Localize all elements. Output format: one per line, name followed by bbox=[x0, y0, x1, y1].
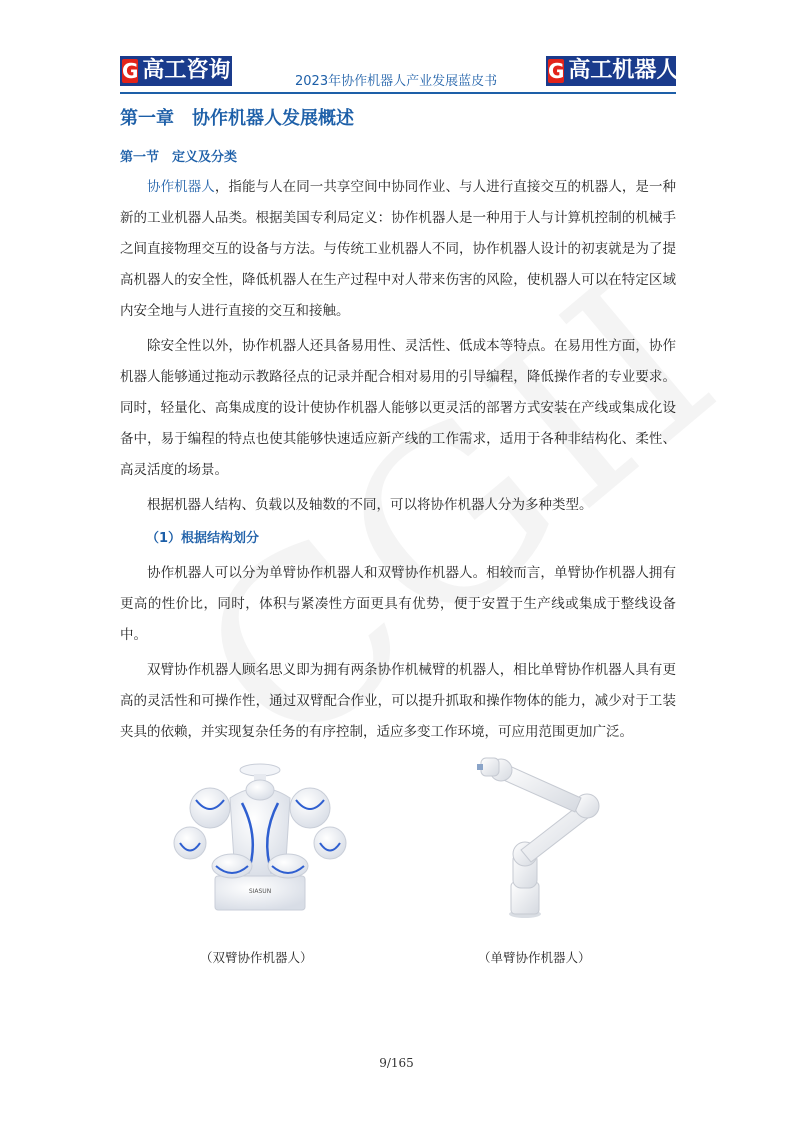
robot-brand-label: SIASUN bbox=[248, 888, 272, 895]
logo-left-text: 高工咨询 bbox=[142, 58, 231, 83]
subhead-structure: （1）根据结构划分 bbox=[146, 531, 260, 546]
body-text bbox=[120, 172, 676, 748]
g-logo-mark-icon: G bbox=[122, 59, 139, 83]
logo-right-text: 高工机器人 bbox=[568, 58, 679, 83]
page-header bbox=[120, 52, 679, 94]
paragraph-single-dual: 协作机器人可以分为单臂协作机器人和双臂协作机器人。相较而言，单臂协作机器人拥有更高的性价比，同时，体积与紧凑性方面更具有优势，便于安置于生产线或集成于整线设备中。 bbox=[120, 565, 676, 643]
paragraph-types: 根据机器人结构、负载以及轴数的不同，可以将协作机器人分为多种类型。 bbox=[147, 497, 593, 513]
term-highlight: 协作机器人 bbox=[147, 179, 215, 195]
header-divider bbox=[120, 92, 676, 94]
dual-arm-caption: （双臂协作机器人） bbox=[200, 950, 313, 965]
gaogong-robot-logo bbox=[546, 56, 679, 86]
g-logo-mark-icon: G bbox=[548, 59, 565, 83]
paragraph-definition: 协作机器人，指能与人在同一共享空间中协同作业、与人进行直接交互的机器人，是一种新的工业机器人品类。根据美国专利局定义：协作机器人是一种用于人与计算机控制的机械手之间直接物理交互的设备与方法。与传统工业机器人不同，协作机器人设计的初衷就是为了提高机器人的安全性，降低机器人在生产过程中对人带来伤害的风险，使机器人可以在特定区域内安全地与人进行直接的交互和接触。 bbox=[120, 179, 677, 319]
page-number: 9/165 bbox=[379, 1056, 414, 1070]
dual-arm-robot-image bbox=[170, 748, 350, 913]
chapter-title: 第一章 协作机器人发展概述 bbox=[120, 108, 354, 129]
paragraph-dual-arm: 双臂协作机器人顾名思义即为拥有两条协作机械臂的机器人，相比单臂协作机器人具有更高的灵活性和可操作性，通过双臂配合作业，可以提升抓取和操作物体的能力，减少对于工装夹具的依赖，并实现复杂任务的有序控制，适应多变工作环境，可应用范围更加广泛。 bbox=[120, 662, 676, 740]
paragraph-features: 除安全性以外，协作机器人还具备易用性、灵活性、低成本等特点。在易用性方面，协作机器人能够通过拖动示教路径点的记录并配合相对易用的引导编程，降低操作者的专业要求。同时，轻量化、高集成度的设计使协作机器人能够以更灵活的部署方式安装在产线或集成化设备中，易于编程的特点也使其能够快速适应新产线的工作需求，适用于各种非结构化、柔性、高灵活度的场景。 bbox=[120, 338, 676, 478]
section-title: 第一节 定义及分类 bbox=[120, 150, 238, 165]
single-arm-robot-image bbox=[465, 742, 615, 922]
gaogong-consulting-logo bbox=[120, 56, 232, 86]
report-title: 2023年协作机器人产业发展蓝皮书 bbox=[295, 74, 498, 89]
single-arm-caption: （单臂协作机器人） bbox=[478, 950, 591, 965]
